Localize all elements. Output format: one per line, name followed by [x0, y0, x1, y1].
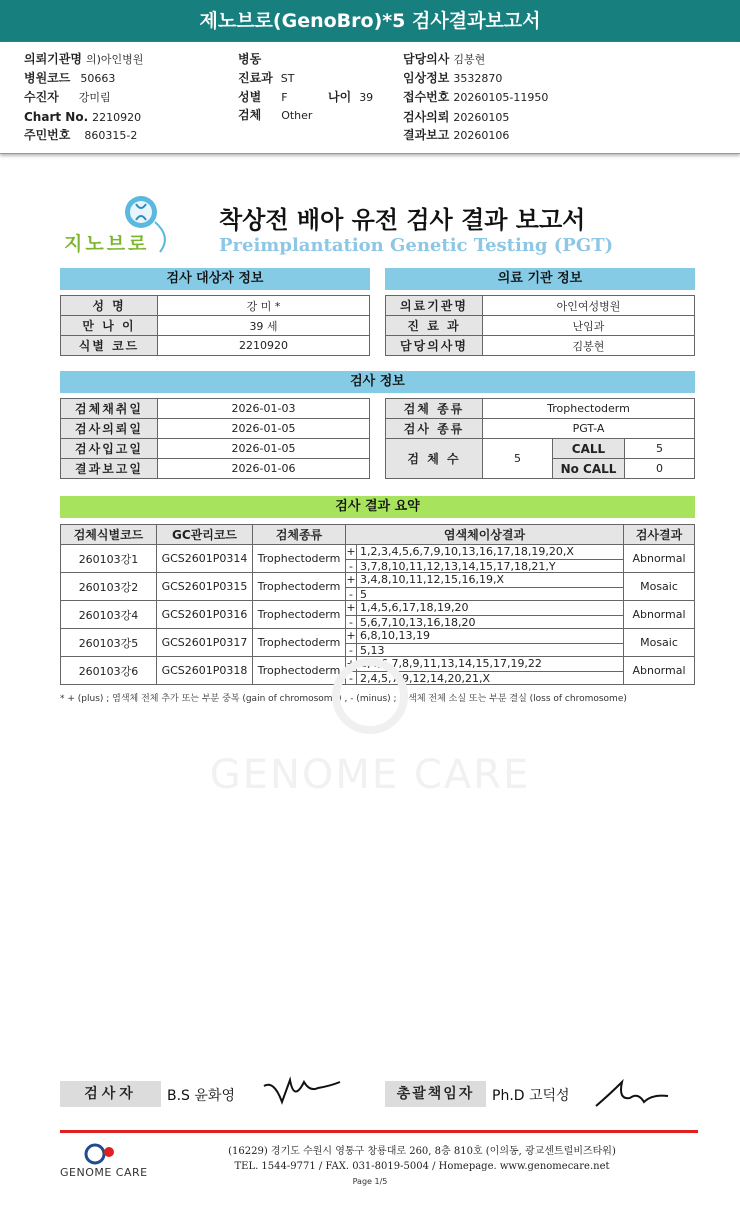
specimen-type-cell: Trophectoderm [253, 629, 346, 657]
specimen-type-cell: Trophectoderm [253, 573, 346, 601]
plus-sign: + [346, 573, 356, 586]
minus-sign: - [346, 616, 357, 629]
gain-chromosomes: 3,4,8,10,11,12,15,16,19,X [360, 573, 504, 586]
specimen-id-cell: 260103강6 [61, 657, 157, 685]
specimen-id-cell: 260103강1 [61, 545, 157, 573]
specimen-type-cell: Trophectoderm [253, 657, 346, 685]
subject-name-label: 성 명 [61, 296, 158, 316]
gc-code-cell: GCS2601P0314 [157, 545, 253, 573]
loss-line [346, 587, 623, 601]
table-row [61, 399, 370, 419]
institution-info-table [385, 295, 695, 356]
subject-age-value: 39 세 [158, 316, 370, 336]
doctor-value: 김봉현 [483, 336, 695, 356]
table-row [61, 439, 370, 459]
collection-date-value: 2026-01-03 [158, 399, 370, 419]
report-title-english: Preimplantation Genetic Testing (PGT) [219, 235, 614, 256]
footer-divider [60, 1130, 698, 1133]
gain-chromosomes: 1,4,6,7,8,9,11,13,14,15,17,19,22 [360, 657, 542, 670]
request-date-value: 2026-01-05 [158, 419, 370, 439]
info-ward: 병동 [238, 52, 262, 66]
chromosome-legend-footnote: * + (plus) ; 염색체 전체 추가 또는 부분 중복 (gain of chromosome) , - (minus) ; 염색체 전체 소실 또는 부분 결실 (loss of chromosome) [60, 694, 627, 704]
chromosome-result-cell [346, 573, 624, 601]
chromosome-result-cell [346, 601, 624, 629]
info-report-date: 결과보고 20260106 [403, 128, 510, 142]
examiner-name: B.S 윤화영 [167, 1088, 235, 1104]
watermark-logo-icon [304, 650, 436, 740]
table-row [386, 439, 695, 459]
watermark: GENOME CARE [209, 752, 531, 798]
logo-text: 지노브로 [64, 233, 150, 255]
address-line: (16229) 경기도 수원시 영통구 창룡대로 260, 8층 810호 (이의동, 광교센트럴비즈타워) [228, 1146, 616, 1157]
call-value: 5 [625, 439, 695, 459]
plus-sign: + [346, 629, 356, 642]
table-row [386, 296, 695, 316]
specimen-count-label: 검 체 수 [386, 439, 483, 479]
gain-line [346, 573, 623, 587]
specimen-type-cell: Trophectoderm [253, 601, 346, 629]
table-row [386, 316, 695, 336]
loss-line [346, 559, 623, 573]
chromosome-result-cell [346, 545, 624, 573]
result-cell: Abnormal [624, 545, 695, 573]
loss-line [346, 615, 623, 629]
page-number: Page 1/5 [352, 1177, 388, 1186]
info-doctor: 담당의사 김봉현 [403, 52, 486, 66]
info-age: 나이 39 [328, 90, 374, 104]
table-row [386, 399, 695, 419]
loss-chromosomes: 5,6,7,10,13,16,18,20 [360, 615, 476, 629]
director-label: 총괄책임자 [385, 1081, 486, 1107]
specimen-count-value: 5 [483, 439, 553, 479]
examiner-signature-icon [260, 1072, 344, 1112]
institution-name-label: 의료기관명 [386, 296, 483, 316]
gain-line [346, 629, 623, 643]
table-header-row [61, 525, 695, 545]
doctor-label: 담당의사명 [386, 336, 483, 356]
info-chart-no: Chart No. 2210920 [24, 110, 142, 124]
test-dates-table [60, 398, 370, 479]
table-row [61, 316, 370, 336]
director-name: Ph.D 고덕성 [492, 1088, 570, 1104]
test-type-value: PGT-A [483, 419, 695, 439]
report-date-value: 2026-01-06 [158, 459, 370, 479]
department-label: 진 료 과 [386, 316, 483, 336]
result-cell: Mosaic [624, 629, 695, 657]
table-row [386, 419, 695, 439]
info-specimen: 검체 Other [238, 108, 313, 122]
result-cell: Abnormal [624, 601, 695, 629]
test-info-heading: 검사 정보 [60, 371, 695, 393]
specimen-id-cell: 260103강2 [61, 573, 157, 601]
info-department: 진료과 ST [238, 71, 295, 85]
subject-info-heading: 검사 대상자 정보 [60, 268, 370, 290]
table-row [61, 545, 695, 573]
subject-code-label: 식별 코드 [61, 336, 158, 356]
table-row [61, 296, 370, 316]
patient-info-panel [0, 42, 740, 154]
minus-sign: - [346, 644, 357, 657]
test-specimen-table [385, 398, 695, 479]
result-cell: Abnormal [624, 657, 695, 685]
call-label: CALL [553, 439, 625, 459]
table-row [61, 573, 695, 601]
loss-chromosomes: 2,4,5,7,9,12,14,20,21,X [360, 671, 490, 685]
gain-chromosomes: 1,4,5,6,17,18,19,20 [360, 601, 469, 614]
info-patient: 수진자 강미림 [24, 90, 111, 104]
nocall-value: 0 [625, 459, 695, 479]
gain-chromosomes: 6,8,10,13,19 [360, 629, 430, 642]
specimen-id-cell: 260103강5 [61, 629, 157, 657]
institution-info-heading: 의료 기관 정보 [385, 268, 695, 290]
report-title-korean: 착상전 배아 유전 검사 결과 보고서 [219, 206, 586, 234]
column-header-gc-code: GC관리코드 [157, 525, 253, 545]
gc-code-cell: GCS2601P0316 [157, 601, 253, 629]
minus-sign: - [346, 672, 357, 685]
column-header-specimen-type: 검체종류 [253, 525, 346, 545]
column-header-specimen-id: 검체식별코드 [61, 525, 157, 545]
gc-code-cell: GCS2601P0317 [157, 629, 253, 657]
table-row [61, 419, 370, 439]
examiner-label: 검사자 [60, 1081, 161, 1107]
contact-line: TEL. 1544-9771 / FAX. 031-8019-5004 / Homepage. www.genomecare.net [234, 1161, 610, 1172]
gc-code-cell: GCS2601P0315 [157, 573, 253, 601]
plus-sign: + [346, 545, 356, 558]
info-receipt-no: 접수번호 20260105-11950 [403, 90, 549, 104]
info-sex: 성별 F [238, 90, 288, 104]
department-value: 난임과 [483, 316, 695, 336]
result-cell: Mosaic [624, 573, 695, 601]
plus-sign: + [346, 601, 356, 614]
report-date-label: 결과보고일 [61, 459, 158, 479]
column-header-chromosome-result: 염색체이상결과 [346, 525, 624, 545]
subject-name-value: 강 미 * [158, 296, 370, 316]
request-date-label: 검사의뢰일 [61, 419, 158, 439]
specimen-id-cell: 260103강4 [61, 601, 157, 629]
test-type-label: 검사 종류 [386, 419, 483, 439]
info-resident-no: 주민번호 860315-2 [24, 128, 138, 142]
minus-sign: - [346, 588, 357, 601]
column-header-result: 검사결과 [624, 525, 695, 545]
loss-chromosomes: 5 [360, 587, 367, 601]
table-row [61, 459, 370, 479]
table-row [61, 601, 695, 629]
subject-info-table [60, 295, 370, 356]
loss-chromosomes: 5,13 [360, 643, 385, 657]
subject-age-label: 만 나 이 [61, 316, 158, 336]
info-hospital-code: 병원코드 50663 [24, 71, 116, 85]
table-row [386, 336, 695, 356]
plus-sign: + [346, 657, 356, 670]
info-request-date: 검사의뢰 20260105 [403, 110, 510, 124]
collection-date-label: 검체채취일 [61, 399, 158, 419]
company-name: GENOME CARE [60, 1166, 148, 1179]
institution-name-value: 아인여성병원 [483, 296, 695, 316]
info-hospital: 의뢰기관명 의)아인병원 [24, 52, 144, 66]
gain-chromosomes: 1,2,3,4,5,6,7,9,10,13,16,17,18,19,20,X [360, 545, 574, 558]
specimen-type-cell: Trophectoderm [253, 545, 346, 573]
result-summary-heading: 검사 결과 요약 [60, 496, 695, 518]
director-signature-icon [592, 1074, 672, 1114]
subject-code-value: 2210920 [158, 336, 370, 356]
gain-line [346, 545, 623, 559]
report-header-title: 제노브로(GenoBro)*5 검사결과보고서 [0, 0, 740, 42]
table-row [61, 336, 370, 356]
gain-line [346, 601, 623, 615]
specimen-type-label: 검체 종류 [386, 399, 483, 419]
loss-chromosomes: 3,7,8,10,11,12,13,14,15,17,18,21,Y [360, 559, 556, 573]
footer-address [0, 1144, 740, 1174]
gc-code-cell: GCS2601P0318 [157, 657, 253, 685]
receipt-date-value: 2026-01-05 [158, 439, 370, 459]
receipt-date-label: 검사입고일 [61, 439, 158, 459]
specimen-type-value: Trophectoderm [483, 399, 695, 419]
nocall-label: No CALL [553, 459, 625, 479]
info-clinical: 임상정보 3532870 [403, 71, 503, 85]
minus-sign: - [346, 560, 357, 573]
